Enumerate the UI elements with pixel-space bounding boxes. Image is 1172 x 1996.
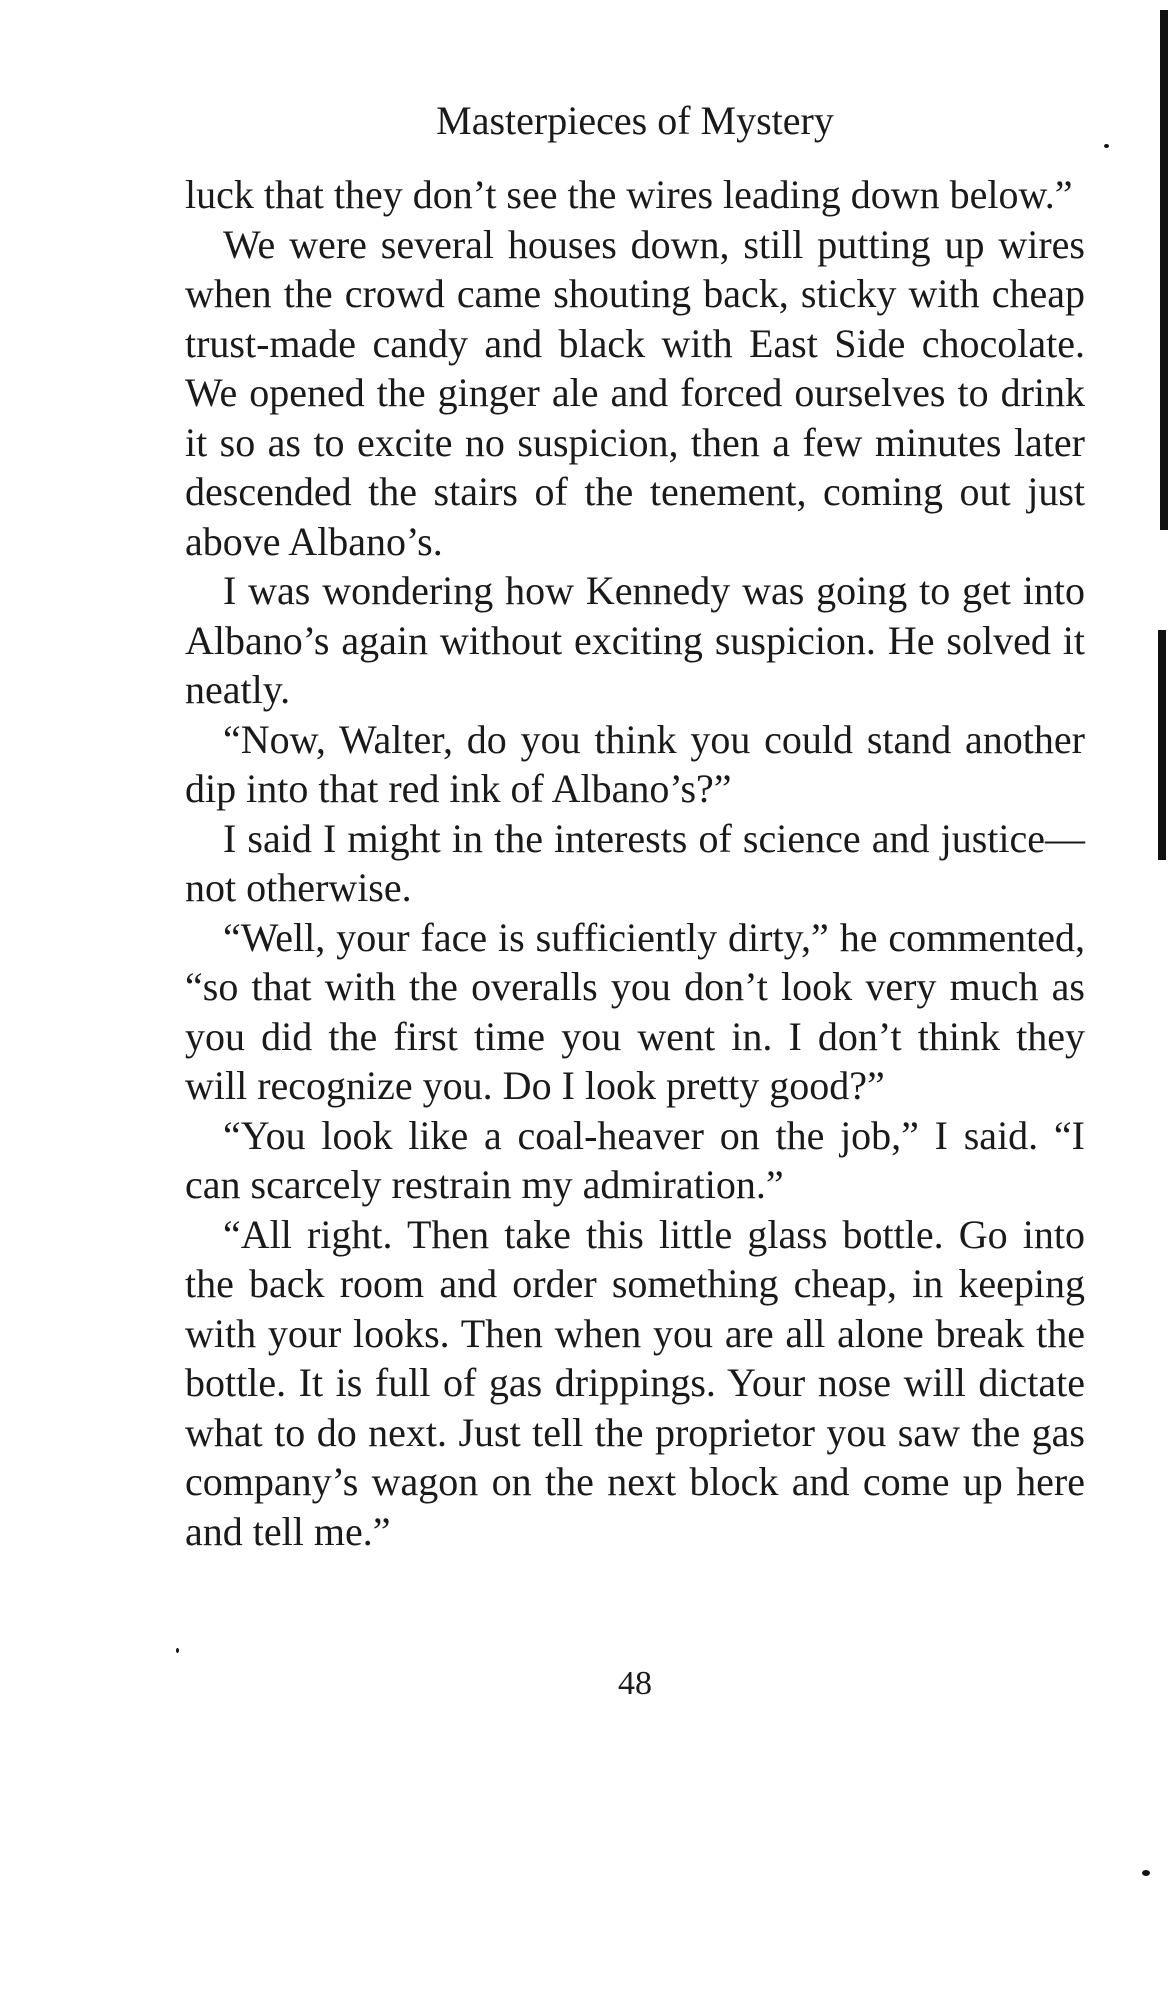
paragraph: I said I might in the interests of science and justice—not otherwise.: [185, 815, 1085, 910]
body-text: [185, 170, 1085, 1556]
scan-edge-mark: [1160, 10, 1168, 530]
scan-edge-mark: [1158, 630, 1166, 860]
paragraph: We were several houses down, still putting up wires when the crowd came shouting back, sticky with cheap trust-made candy and black with East Side chocolate. We opened the ginger ale and forced ourselves to drink it so as to excite no suspicion, then a few minutes later descended the stairs of the tenement, coming out just above Albano’s.: [185, 221, 1085, 564]
running-header: Masterpieces of Mystery: [436, 98, 834, 143]
scan-speck: [176, 1648, 179, 1653]
paragraph: I was wondering how Kennedy was going to get into Albano’s again without exciting suspicion. He solved it neatly.: [185, 568, 1085, 712]
paragraph: “Now, Walter, do you think you could stand another dip into that red ink of Albano’s?”: [185, 716, 1085, 811]
paragraph: “All right. Then take this little glass bottle. Go into the back room and order something cheap, in keeping with your looks. Then when you are all alone break the bottle. It is full of gas drippings. Your nose will dictate what to do next. Just tell the proprietor you saw the gas company’s wagon on the next block and come up here and tell me.”: [185, 1211, 1085, 1554]
paragraph: luck that they don’t see the wires leading down below.”: [185, 172, 1073, 217]
scan-speck: [1104, 144, 1109, 148]
paragraph: “Well, your face is sufficiently dirty,” he commented, “so that with the overalls you don’t look very much as you did the first time you went in. I don’t think they will recognize you. Do I look pretty good?”: [185, 914, 1085, 1108]
page-number: 48: [618, 1665, 652, 1702]
paragraph: “You look like a coal-heaver on the job,” I said. “I can scarcely restrain my admiration.”: [185, 1112, 1085, 1207]
scan-speck: [1142, 1870, 1150, 1876]
